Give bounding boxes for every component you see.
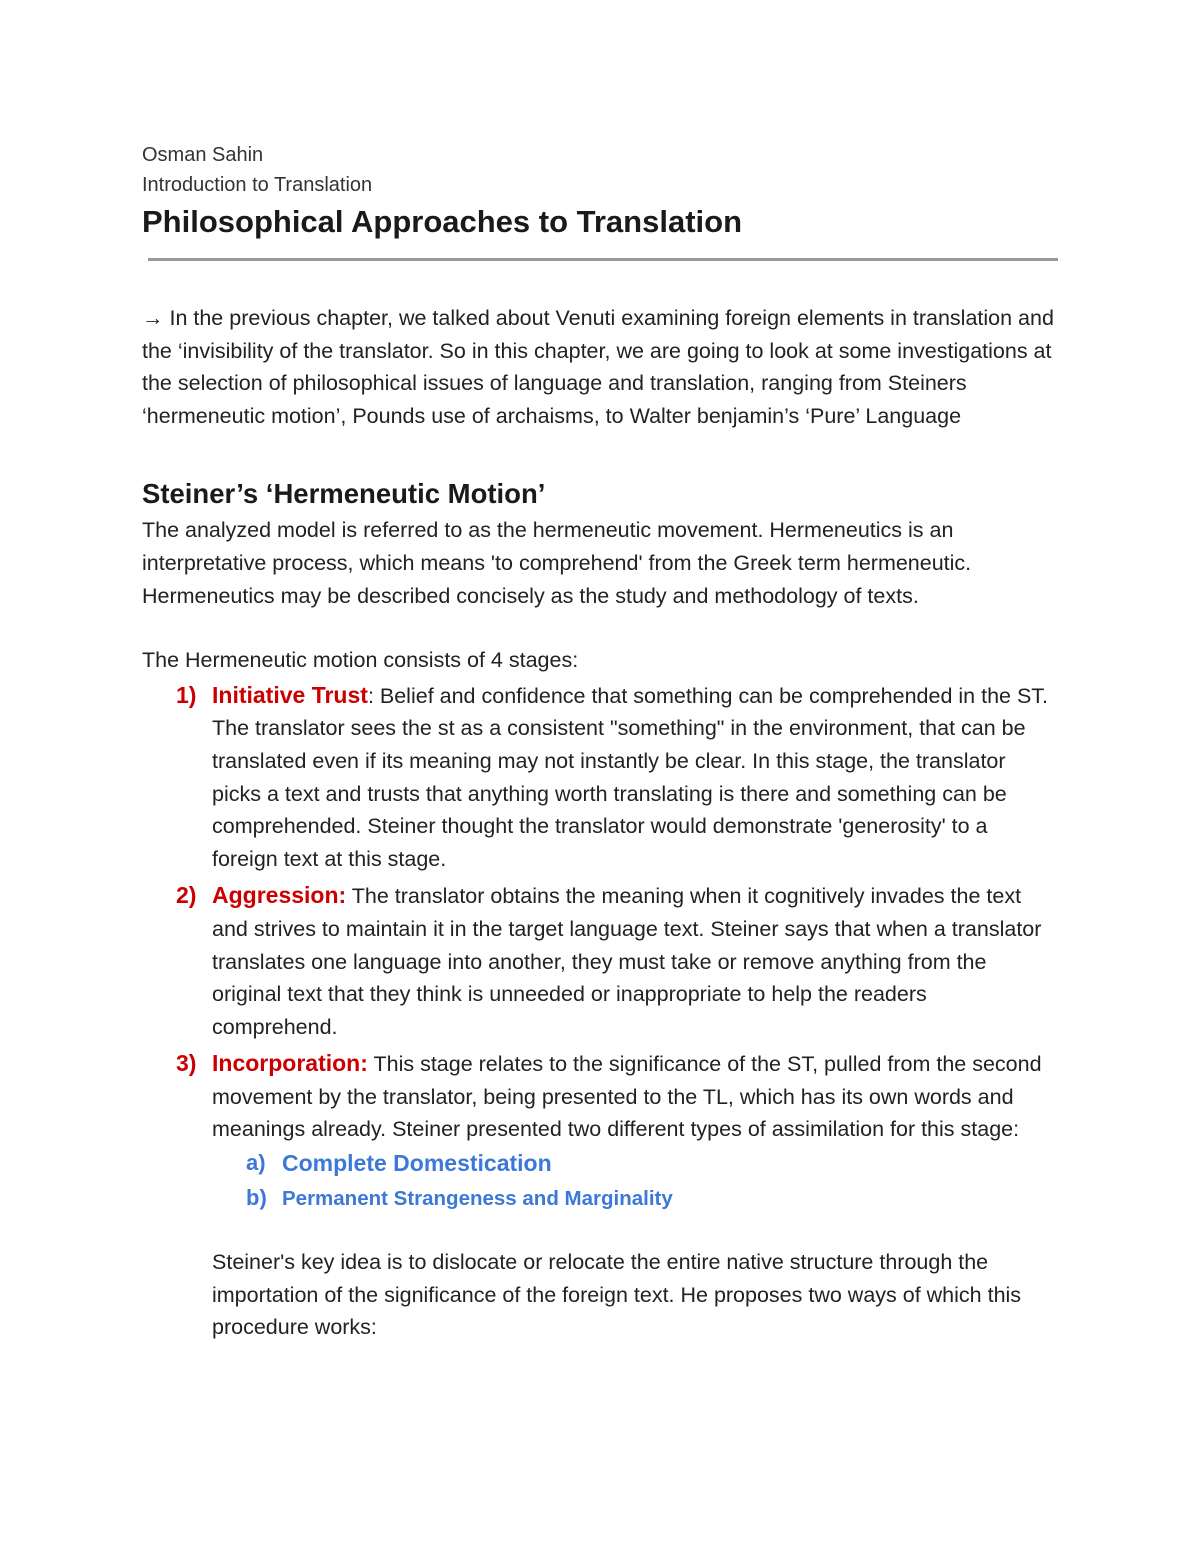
list-item xyxy=(142,1047,1054,1216)
list-item xyxy=(212,1181,1054,1216)
assimilation-types-list xyxy=(212,1146,1054,1216)
stage-text: This stage relates to the significance of the ST, pulled from the second movement by the translator, being presented to the TL, which has its own words and meanings already. Steiner presented two different types of assimilation for this stage: xyxy=(212,1052,1042,1142)
list-item xyxy=(142,679,1054,876)
assimilation-type: Complete Domestication xyxy=(282,1150,552,1177)
author-name: Osman Sahin xyxy=(142,144,264,166)
section-paragraph: The analyzed model is referred to as the hermeneutic movement. Hermeneutics is an interpretative process, which means 'to comprehend' from the Greek term hermeneutic. Hermeneutics may be described concisely as the study and methodology of texts. xyxy=(142,518,972,608)
course-name: Introduction to Translation xyxy=(142,174,373,196)
stage-term: Initiative Trust xyxy=(212,681,368,708)
stage-text: The translator obtains the meaning when it cognitively invades the text and strives to maintain it in the target language text. Steiner says that when a translator translates one language into another, they must take or remove anything from the original text that they think is unneeded or inappropriate to help the readers comprehend. xyxy=(212,884,1042,1039)
stage-text: : Belief and confidence that something can be comprehended in the ST. The translator sees the st as a consistent "something" in the environment, that can be translated even if its meaning may not instantly be clear. In this stage, the translator picks a text and trusts that anything worth translating is there and something can be comprehended. Steiner thought the translator would demonstrate 'generosity' to a foreign text at this stage. xyxy=(212,683,1049,871)
list-number: 2) xyxy=(176,882,197,909)
document-title: Philosophical Approaches to Translation xyxy=(142,204,743,239)
stage-term: Incorporation: xyxy=(212,1050,368,1077)
key-idea-paragraph: Steiner's key idea is to dislocate or relocate the entire native structure through the importation of the significance of the foreign text. He proposes two ways of which this procedure works: xyxy=(212,1250,1022,1340)
list-number: 1) xyxy=(176,681,197,708)
title-divider xyxy=(148,258,1058,261)
section-heading: Steiner’s ‘Hermeneutic Motion’ xyxy=(142,478,546,510)
stage-term: Aggression: xyxy=(212,882,347,909)
list-number: 3) xyxy=(176,1050,197,1077)
stages-list xyxy=(142,679,1054,1216)
intro-paragraph: → In the previous chapter, we talked about Venuti examining foreign elements in translation and the ‘invisibility of the translator. So in this chapter, we are going to look at some investigations at the selection of philosophical issues of language and translation, ranging from Steiners ‘hermeneutic motion’, Pounds use of archaisms, to Walter benjamin’s ‘Pure’ Language xyxy=(142,306,1054,428)
list-item xyxy=(142,879,1054,1043)
assimilation-type: Permanent Strangeness and Marginality xyxy=(282,1187,673,1211)
list-letter: a) xyxy=(246,1150,266,1176)
stages-intro: The Hermeneutic motion consists of 4 stages: xyxy=(142,648,579,673)
list-letter: b) xyxy=(246,1185,267,1211)
list-item xyxy=(212,1146,1054,1181)
